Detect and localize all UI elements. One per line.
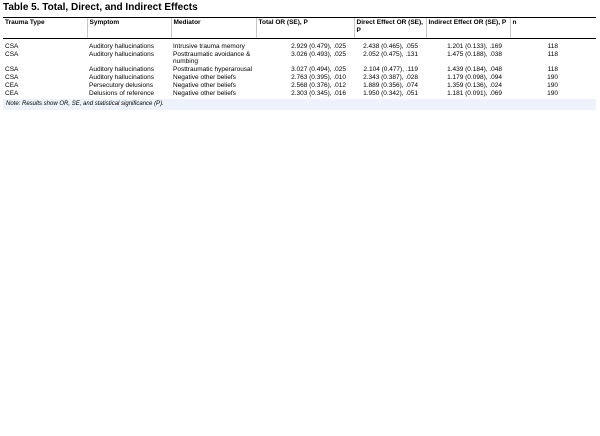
cell-direct-effect: 2.104 (0.477), .119 [363, 66, 418, 73]
cell-mediator: Negative other beliefs [173, 74, 236, 81]
cell-indirect-effect: 1.475 (0.188), .038 [447, 51, 502, 58]
table-note: Note: Results show OR, SE, and statistical significance (P). [3, 99, 596, 110]
cell-trauma-type: CSA [5, 74, 19, 81]
cell-indirect-effect: 1.181 (0.091), .069 [447, 90, 502, 97]
header-n: n [510, 18, 596, 39]
cell-symptom: Persecutory delusions [89, 82, 153, 89]
cell-n: 190 [547, 82, 558, 89]
effects-table [3, 17, 596, 110]
table-row [3, 50, 596, 65]
cell-direct-effect: 2.438 (0.465), .055 [363, 43, 418, 50]
cell-n: 118 [547, 51, 558, 58]
cell-symptom: Auditory hallucinations [89, 43, 155, 50]
cell-n: 190 [547, 90, 558, 97]
table-title: Table 5. Total, Direct, and Indirect Effects [3, 2, 198, 13]
cell-total-effect: 2.929 (0.479), .025 [291, 43, 346, 50]
cell-direct-effect: 1.950 (0.342), .051 [363, 90, 418, 97]
table-row [3, 89, 596, 99]
cell-total-effect: 3.026 (0.493), .025 [291, 51, 346, 58]
cell-total-effect: 2.568 (0.376), .012 [291, 82, 346, 89]
cell-trauma-type: CSA [5, 51, 19, 58]
cell-trauma-type: CEA [5, 82, 19, 89]
cell-direct-effect: 1.889 (0.356), .074 [363, 82, 418, 89]
cell-trauma-type: CSA [5, 66, 19, 73]
table-row [3, 73, 596, 81]
cell-direct-effect: 2.052 (0.475), .131 [363, 51, 418, 58]
cell-symptom: Auditory hallucinations [89, 51, 155, 58]
header-indirect-effect: Indirect Effect OR (SE), P [426, 18, 510, 39]
cell-n: 190 [547, 74, 558, 81]
cell-mediator: Negative other beliefs [173, 82, 236, 89]
cell-symptom: Auditory hallucinations [89, 66, 155, 73]
cell-mediator: Negative other beliefs [173, 90, 236, 97]
header-trauma-type: Trauma Type [3, 18, 87, 39]
cell-n: 118 [547, 66, 558, 73]
table-row [3, 42, 596, 50]
cell-symptom: Delusions of reference [89, 90, 155, 97]
cell-mediator: Posttraumatic hyperarousal [173, 66, 253, 73]
header-mediator: Mediator [171, 18, 256, 39]
cell-trauma-type: CSA [5, 43, 19, 50]
cell-n: 118 [547, 43, 558, 50]
header-row [3, 18, 596, 39]
cell-mediator: Intrusive trauma memory [173, 43, 245, 50]
cell-indirect-effect: 1.179 (0.098), .094 [447, 74, 502, 81]
cell-symptom: Auditory hallucinations [89, 74, 155, 81]
cell-trauma-type: CEA [5, 90, 19, 97]
cell-indirect-effect: 1.201 (0.133), .169 [447, 43, 502, 50]
cell-total-effect: 2.763 (0.395), .010 [291, 74, 346, 81]
cell-mediator: Posttraumatic avoidance & numbing [173, 51, 251, 65]
cell-indirect-effect: 1.439 (0.184), .048 [447, 66, 502, 73]
cell-total-effect: 3.027 (0.494), .025 [291, 66, 346, 73]
header-direct-effect: Direct Effect OR (SE), P [354, 18, 426, 39]
table-note-row [3, 99, 596, 110]
header-symptom: Symptom [87, 18, 171, 39]
header-total-effect: Total OR (SE), P [256, 18, 354, 39]
table-row [3, 81, 596, 89]
cell-indirect-effect: 1.359 (0.136), .024 [447, 82, 502, 89]
cell-total-effect: 2.303 (0.345), .016 [291, 90, 346, 97]
cell-direct-effect: 2.343 (0.387), .028 [363, 74, 418, 81]
table-row [3, 65, 596, 73]
